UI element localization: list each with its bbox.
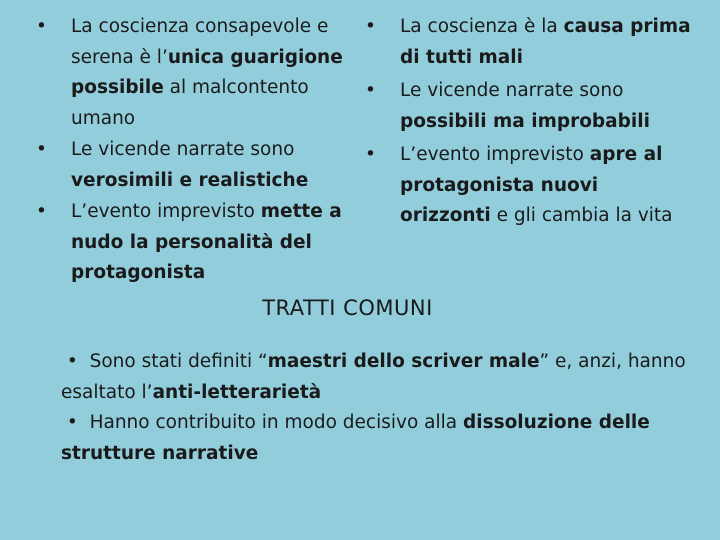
- list-item: [365, 76, 695, 137]
- bullet-dot: •: [365, 16, 376, 37]
- bullet-dot: •: [36, 201, 47, 222]
- bullet-dot: •: [365, 144, 376, 165]
- bold-text-span: maestri dello scriver male: [267, 351, 540, 372]
- bold-text-span: mette a nudo la personalità del protagonista: [71, 201, 342, 283]
- right-column: [365, 12, 695, 235]
- bold-text-span: unica guarigione possibile: [71, 46, 343, 98]
- list-item: [365, 12, 695, 73]
- list-item: [36, 12, 358, 134]
- text-span: e gli cambia la vita: [490, 205, 673, 226]
- text-span: L’evento imprevisto: [400, 144, 590, 165]
- text-span: La coscienza è la: [400, 16, 564, 37]
- text-span: al malcontento umano: [71, 77, 309, 129]
- right-bullet-list: [365, 12, 695, 232]
- common-traits-body: [61, 347, 691, 469]
- text-span: L’evento imprevisto: [71, 201, 261, 222]
- text-span: Le vicende narrate sono: [400, 80, 624, 101]
- bold-text-span: dissoluzione delle strutture narrative: [61, 412, 650, 464]
- text-span: Hanno contribuito in modo decisivo alla: [89, 412, 463, 433]
- bold-text-span: anti-letterarietà: [152, 381, 322, 403]
- bold-text-span: possibili ma improbabili: [400, 110, 650, 132]
- text-span: Sono stati definiti “: [89, 351, 268, 372]
- common-trait-item: [61, 347, 691, 408]
- left-column: [36, 12, 358, 290]
- text-span: ” e, anzi, hanno esaltato l’: [61, 351, 686, 403]
- bullet-dot: •: [365, 80, 376, 101]
- bullet-dot: •: [66, 351, 78, 372]
- list-item: [36, 197, 358, 289]
- bullet-dot: •: [66, 412, 78, 433]
- text-span: Le vicende narrate sono: [71, 139, 295, 160]
- bullet-dot: •: [36, 139, 47, 160]
- common-trait-item: [61, 408, 691, 469]
- bold-text-span: causa prima di tutti mali: [400, 16, 691, 68]
- bullet-dot: •: [36, 16, 47, 37]
- text-span: La coscienza consapevole e serena è l’: [71, 16, 329, 68]
- section-title: TRATTI COMUNI: [262, 296, 433, 320]
- bold-text-span: apre al protagonista nuovi orizzonti: [400, 144, 663, 226]
- list-item: [365, 140, 695, 232]
- bold-text-span: verosimili e realistiche: [71, 169, 309, 191]
- left-bullet-list: [36, 12, 358, 289]
- list-item: [36, 135, 358, 196]
